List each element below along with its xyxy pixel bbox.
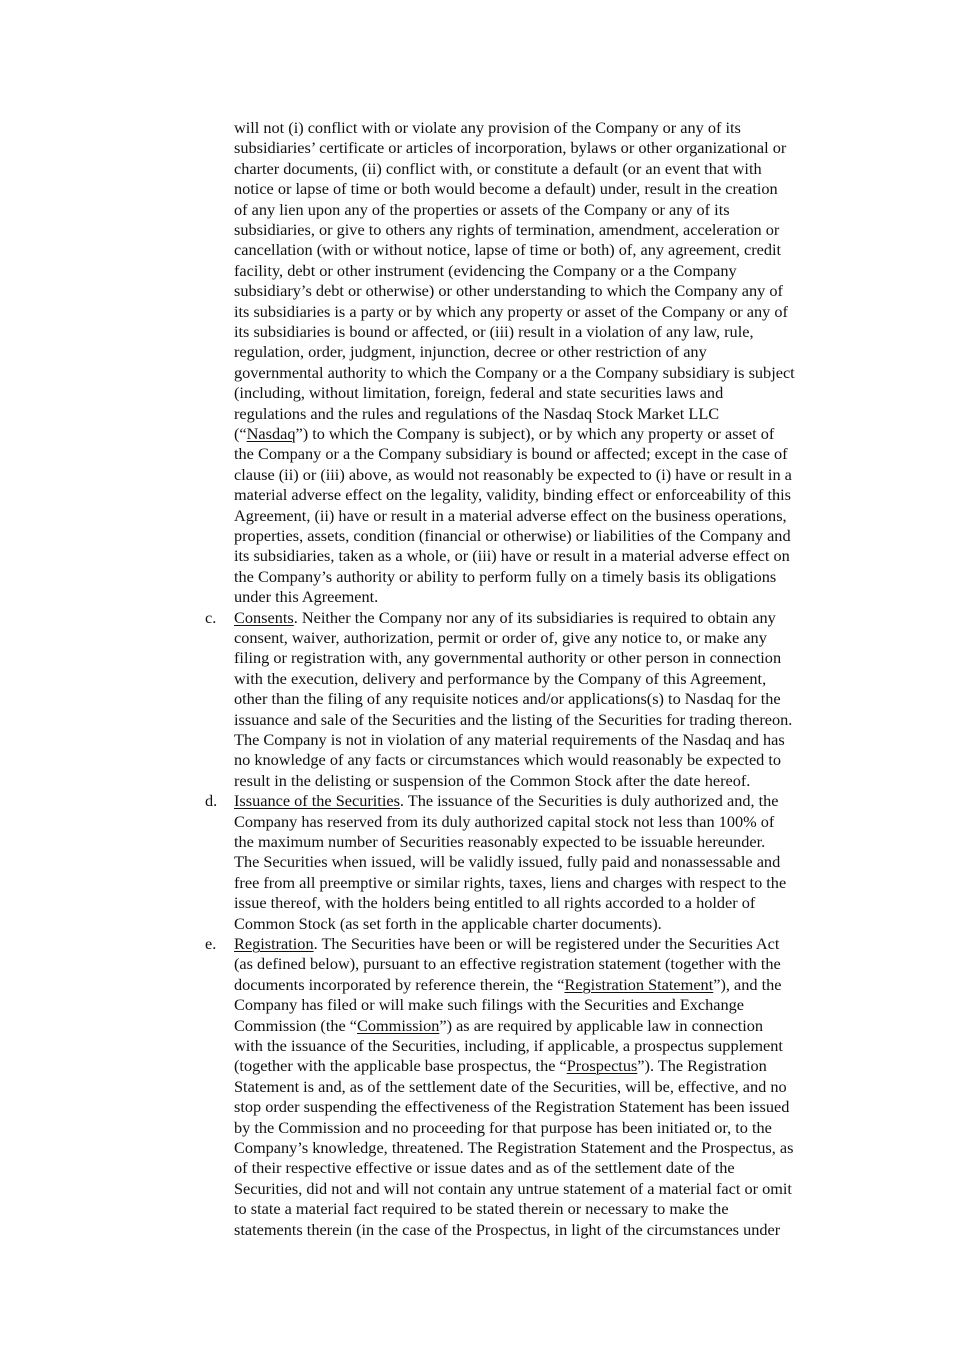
- intro-line: will not (i) conflict with or violate any provision of the Company or any of its: [234, 118, 741, 137]
- intro-line: subsidiaries’ certificate or articles of incorporation, bylaws or other organizational or: [234, 138, 787, 158]
- section-d-line: Common Stock (as set forth in the applicable charter documents).: [234, 913, 662, 933]
- section-e-line: statements therein (in the case of the Prospectus, in light of the circumstances under: [234, 1219, 781, 1239]
- section-e-line: of their respective effective or issue dates and as of the settlement date of the: [234, 1158, 735, 1178]
- intro-line: its subsidiaries is a party or by which any property or asset of the Company or any of: [234, 301, 788, 321]
- intro-line: regulations and the rules and regulations of the Nasdaq Stock Market LLC: [234, 403, 720, 423]
- section-e-line: Statement is and, as of the settlement date of the Securities, will be, effective, and no: [234, 1076, 787, 1096]
- section-e-line: Securities, did not and will not contain any untrue statement of a material fact or omit: [234, 1178, 792, 1198]
- intro-line: charter documents, (ii) conflict with, or constitute a default (or an event that with: [234, 158, 762, 178]
- section-e-first-line: Registration. The Securities have been or will be registered under the Securities Act: [234, 934, 780, 953]
- section-c-line: no knowledge of any facts or circumstances which would reasonably be expected to: [234, 750, 782, 770]
- section-c-line: other than the filing of any requisite notices and/or applications(s) to Nasdaq for the: [234, 689, 781, 709]
- intro-line: material adverse effect on the legality, validity, binding effect or enforceability of this: [234, 485, 791, 505]
- section-c-first-line: Consents. Neither the Company nor any of its subsidiaries is required to obtain any: [234, 607, 776, 627]
- section-e-line: Company has filed or will make such filings with the Securities and Exchange: [234, 995, 745, 1015]
- section-d-line: The Securities when issued, will be validly issued, fully paid and nonassessable and: [234, 852, 781, 872]
- section-e-line: documents incorporated by reference therein, the “Registration Statement”), and the: [234, 974, 782, 994]
- intro-line: the Company’s authority or ability to perform fully on a timely basis its obligations: [234, 566, 777, 586]
- section-c-line: result in the delisting or suspension of the Common Stock after the date hereof.: [234, 770, 751, 790]
- intro-line: the Company or a the Company subsidiary is bound or affected; except in the case of: [234, 444, 788, 464]
- intro-line: subsidiary’s debt or otherwise) or other understanding to which the Company any of: [234, 281, 783, 301]
- intro-line: regulation, order, judgment, injunction, decree or other restriction of any: [234, 342, 707, 362]
- section-c-heading: Consents: [234, 607, 294, 627]
- section-e-line: Commission (the “Commission”) as are required by applicable law in connection: [234, 1015, 764, 1035]
- intro-line: properties, assets, condition (financial or otherwise) or liabilities of the Company and: [234, 526, 791, 545]
- section-c-line: consent, waiver, authorization, permit or order of, give any notice to, or make any: [234, 628, 767, 647]
- section-e-line: (together with the applicable base prospectus, the “Prospectus”). The Registration: [234, 1056, 767, 1076]
- section-d-heading: Issuance of the Securities: [234, 791, 400, 811]
- intro-line: cancellation (with or without notice, lapse of time or both) of, any agreement, credit: [234, 240, 782, 260]
- section-d-line: Company has reserved from its duly authorized capital stock not less than 100% of: [234, 811, 775, 831]
- section-e-marker: e.: [205, 934, 217, 953]
- intro-line: notice or lapse of time or both would become a default) under, result in the creation: [234, 179, 778, 199]
- section-e-line: Company’s knowledge, threatened. The Registration Statement and the Prospectus, as: [234, 1138, 794, 1157]
- intro-line: clause (ii) or (iii) above, as would not reasonably be expected to (i) have or result in a: [234, 464, 792, 484]
- section-e-line: to state a material fact required to be stated therein or necessary to make the: [234, 1199, 729, 1219]
- section-d-line: issue thereof, with the holders being entitled to all rights accorded to a holder of: [234, 893, 756, 913]
- section-e-line: stop order suspending the effectiveness of the Registration Statement has been issued: [234, 1097, 790, 1117]
- section-e-line: by the Commission and no proceeding for that purpose has been initiated or, to the: [234, 1117, 772, 1137]
- section-d-first-line: Issuance of the Securities. The issuance of the Securities is duly authorized and, the: [234, 791, 779, 811]
- section-e-heading: Registration: [234, 934, 314, 953]
- section-c-line: issuance and sale of the Securities and the listing of the Securities for trading thereon.: [234, 709, 793, 729]
- defined-term-nasdaq: Nasdaq: [246, 424, 296, 443]
- intro-line: Agreement, (ii) have or result in a material adverse effect on the business operations,: [234, 505, 787, 525]
- section-e-line: (as defined below), pursuant to an effective registration statement (together with the: [234, 954, 781, 974]
- intro-line: its subsidiaries is bound or affected, or (iii) result in a violation of any law, rule,: [234, 322, 754, 341]
- intro-line-nasdaq: (“Nasdaq”) to which the Company is subject), or by which any property or asset of: [234, 424, 775, 443]
- defined-term-prospectus: Prospectus: [566, 1056, 638, 1076]
- intro-line: under this Agreement.: [234, 587, 379, 607]
- section-e-line: with the issuance of the Securities, including, if applicable, a prospectus supplement: [234, 1036, 783, 1055]
- intro-line: governmental authority to which the Company or a the Company subsidiary is subject: [234, 362, 795, 382]
- intro-line: of any lien upon any of the properties or assets of the Company or any of its: [234, 199, 730, 219]
- intro-line: (including, without limitation, foreign, federal and state securities laws and: [234, 383, 724, 403]
- section-d-line: free from all preemptive or similar rights, taxes, liens and charges with respect to the: [234, 872, 787, 892]
- section-d-line: the maximum number of Securities reasonably expected to be issuable hereunder.: [234, 832, 766, 851]
- intro-line: subsidiaries, or give to others any rights of termination, amendment, acceleration or: [234, 220, 780, 239]
- section-c-line: with the execution, delivery and performance by the Company of this Agreement,: [234, 668, 767, 688]
- section-c-line: filing or registration with, any governmental authority or other person in connection: [234, 648, 782, 668]
- intro-line: facility, debt or other instrument (evidencing the Company or a the Company: [234, 260, 737, 280]
- intro-line: its subsidiaries, taken as a whole, or (iii) have or result in a material adverse effect on: [234, 546, 790, 566]
- section-d-marker: d.: [205, 791, 218, 811]
- section-c-line: The Company is not in violation of any material requirements of the Nasdaq and has: [234, 730, 785, 749]
- section-c-marker: c.: [205, 607, 217, 627]
- defined-term-commission: Commission: [357, 1015, 440, 1035]
- defined-term-registration-statement: Registration Statement: [564, 974, 714, 994]
